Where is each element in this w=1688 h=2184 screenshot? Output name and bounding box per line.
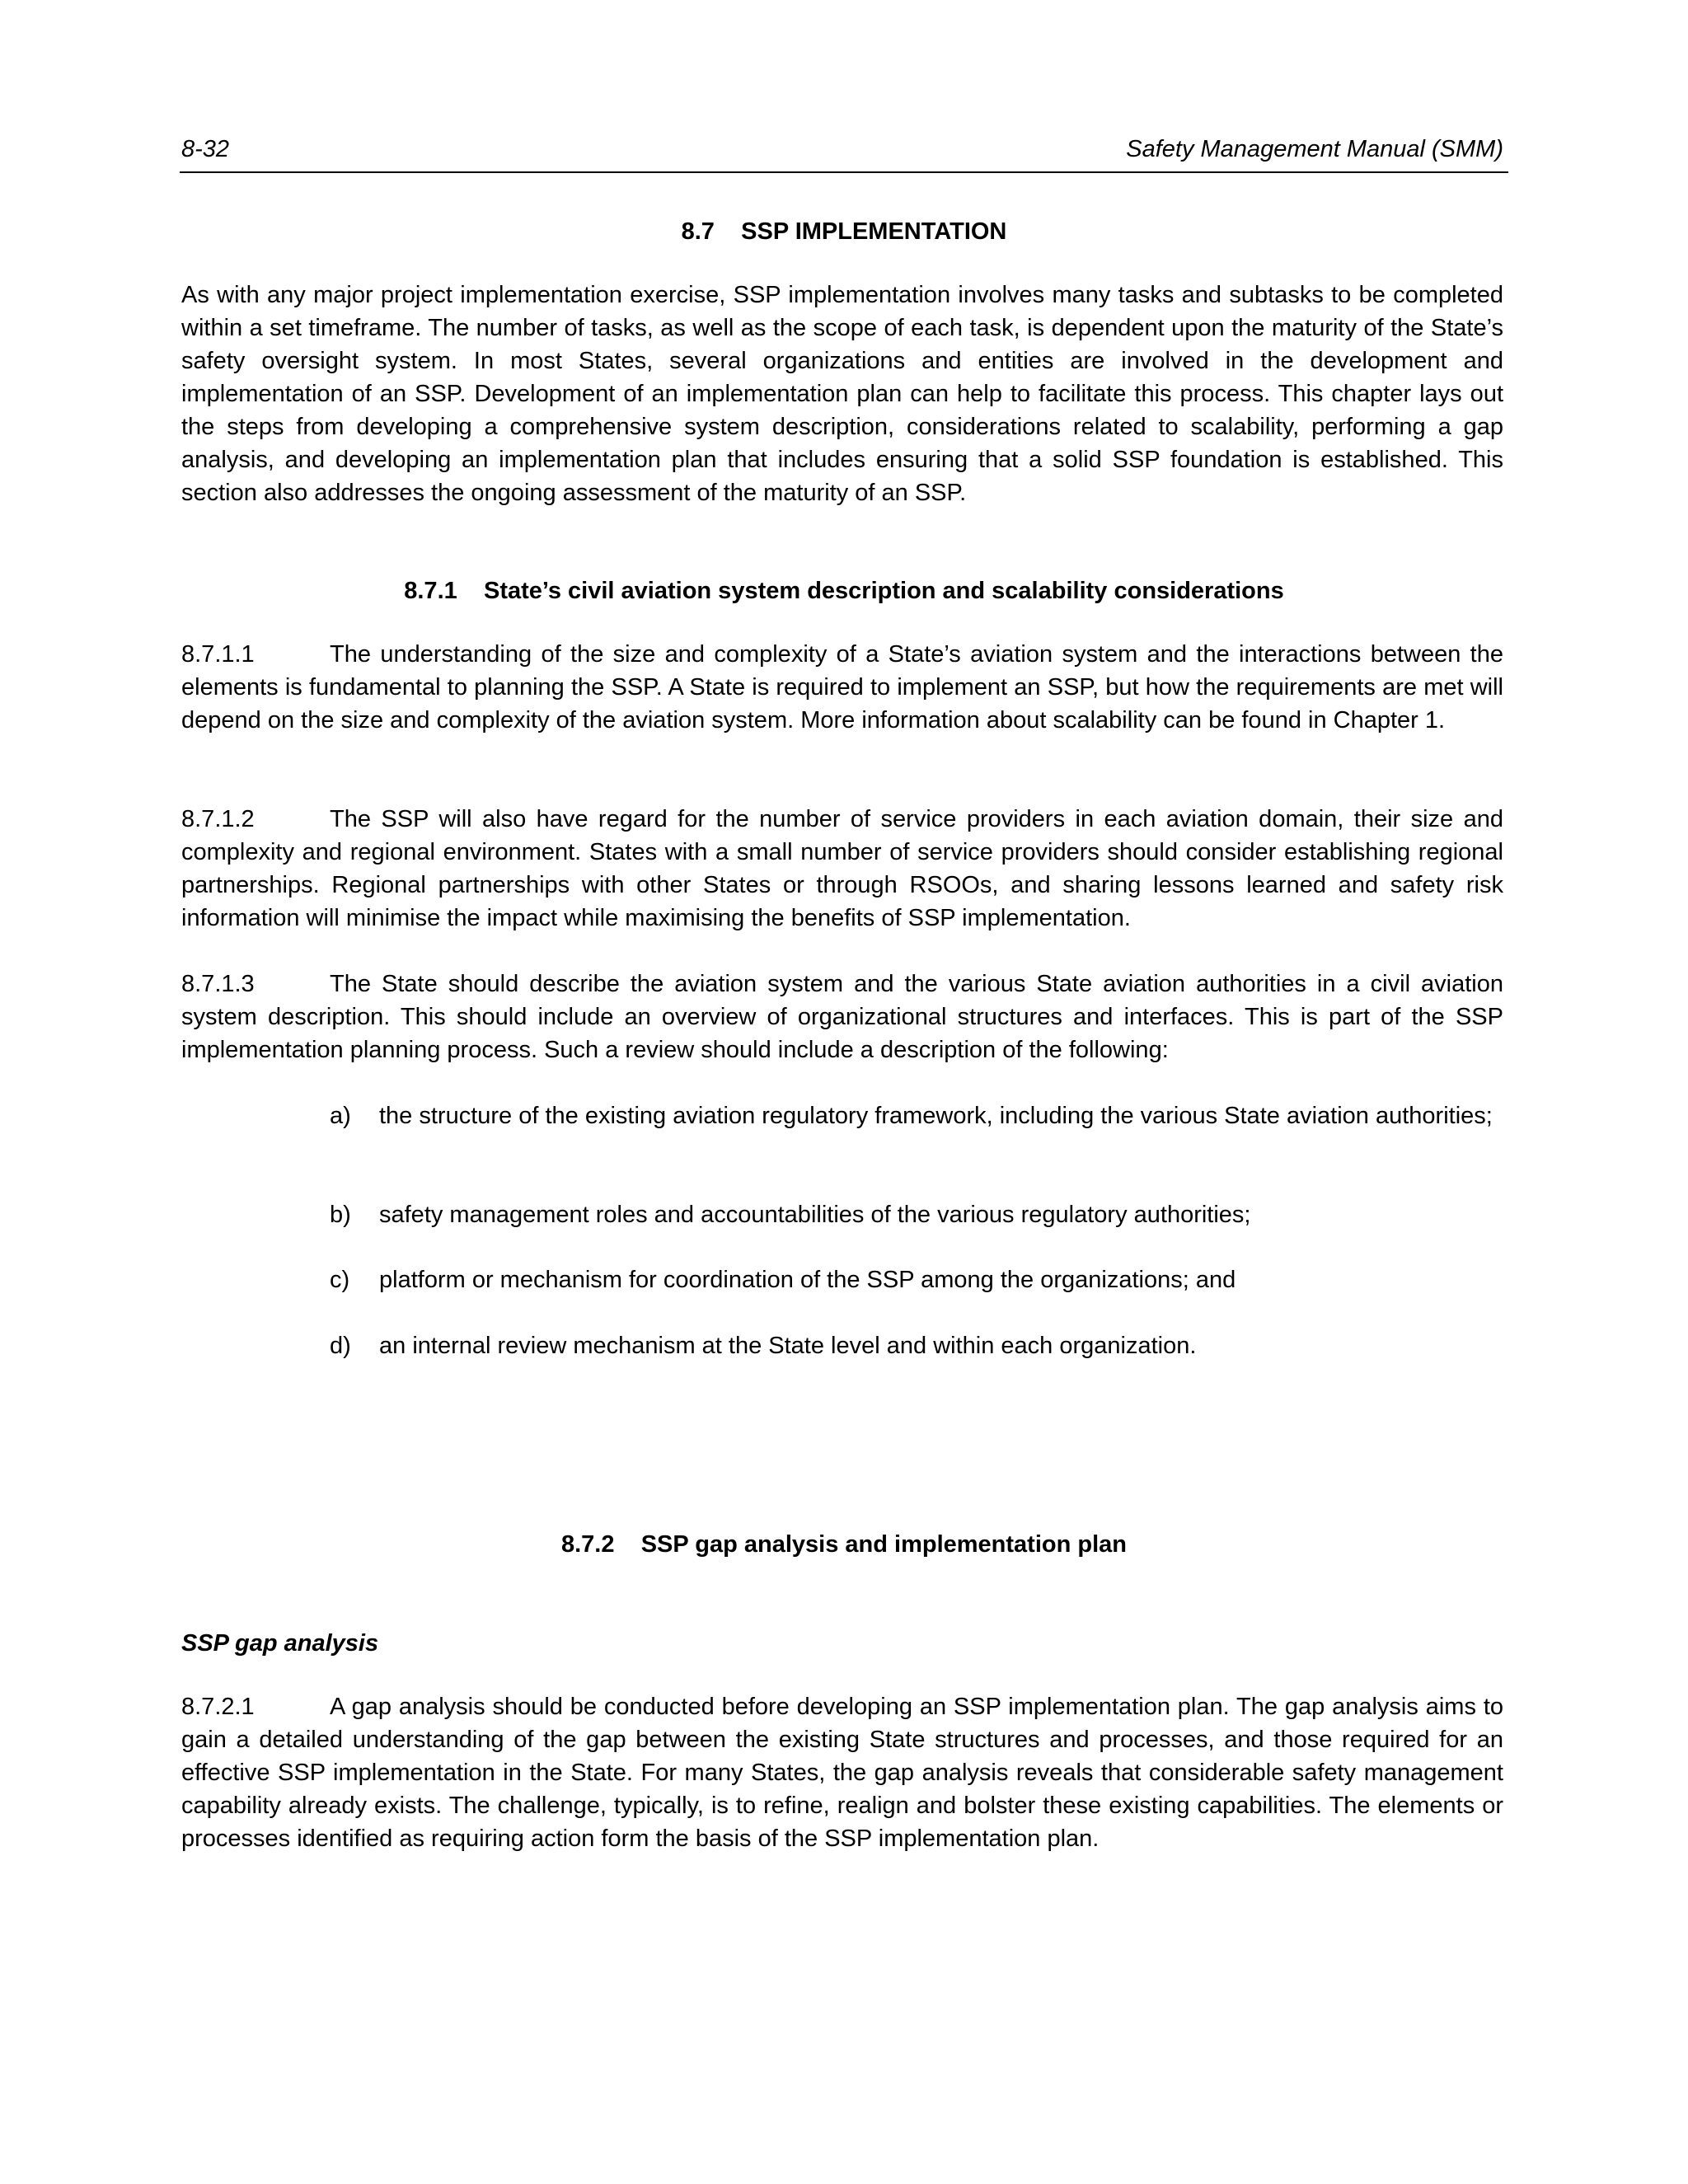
paragraph-text: The understanding of the size and complexity of a State’s aviation system and the interactions between the elements is fundamental to planning the SSP. A State is required to implement an SSP, but how the requirements are met will depend on the size and complexity of the aviation system. More information about scalability can be found in Chapter 1. [181,641,1503,733]
list-marker: b) [330,1202,351,1228]
paragraph-8-7-1-1 [181,638,1503,737]
subsection-heading-8-7-2: 8.7.2 SSP gap analysis and implementation plan [560,1531,1128,1558]
document-page [180,0,1508,2184]
list-marker: d) [330,1333,351,1359]
list-item-text: the structure of the existing aviation regulatory framework, including the various State aviation authorities; [379,1103,1493,1129]
list-item-d [330,1329,1503,1362]
subsection-heading-8-7-1: 8.7.1 State’s civil aviation system description and scalability considerations [404,578,1284,604]
section-heading: 8.7 SSP IMPLEMENTATION [681,218,1007,245]
paragraph-number: 8.7.1.3 [181,971,255,997]
paragraph-8-7-2-1 [181,1690,1503,1855]
list-item-a [330,1099,1503,1132]
paragraph-text: The SSP will also have regard for the number of service providers in each aviation domain, their size and complexity and regional environment. States with a small number of service providers should consider establishing regional partnerships. Regional partnerships with other States or through RSOOs, and sharing lessons learned and safety risk information will minimise the impact while maximising the benefits of SSP implementation. [181,806,1503,931]
list-item-text: platform or mechanism for coordination of the SSP among the organizations; and [379,1267,1236,1293]
running-header [180,134,1508,173]
section-intro-paragraph: As with any major project implementation exercise, SSP implementation involves many tasks and subtasks to be completed within a set timeframe. The number of tasks, as well as the scope of each task, is dependent upon the maturity of the State’s safety oversight system. In most States, several organizations and entities are involved in the development and implementation of an SSP. Development of an implementation plan can help to facilitate this process. This chapter lays out the steps from developing a comprehensive system description, considerations related to scalability, performing a gap analysis, and developing an implementation plan that includes ensuring that a solid SSP foundation is established. This section also addresses the ongoing assessment of the maturity of an SSP. [181,282,1503,506]
list-marker: a) [330,1103,351,1129]
gap-analysis-subheading: SSP gap analysis [181,1630,379,1657]
paragraph-8-7-1-3 [181,968,1503,1066]
paragraph-text: The State should describe the aviation system and the various State aviation authorities in a civil aviation system description. This should include an overview of organizational structures and interfaces. This is part of the SSP implementation planning process. Such a review should include a description of the following: [181,971,1503,1063]
list-item-text: an internal review mechanism at the State level and within each organization. [379,1333,1197,1359]
paragraph-text: A gap analysis should be conducted before developing an SSP implementation plan. The gap analysis aims to gain a detailed understanding of the gap between the existing State structures and processes, and those required for an effective SSP implementation in the State. For many States, the gap analysis reveals that considerable safety management capability already exists. The challenge, typically, is to refine, realign and bolster these existing capabilities. The elements or processes identified as requiring action form the basis of the SSP implementation plan. [181,1694,1503,1852]
paragraph-number: 8.7.1.2 [181,806,255,832]
paragraph-number: 8.7.2.1 [181,1694,255,1720]
list-item-b [330,1198,1503,1231]
paragraph-number: 8.7.1.1 [181,641,255,668]
list-item-c [330,1263,1503,1296]
page-number: 8-32 [181,136,230,162]
list-marker: c) [330,1267,350,1293]
manual-title: Safety Management Manual (SMM) [1126,136,1503,162]
list-item-text: safety management roles and accountabilities of the various regulatory authorities; [379,1202,1251,1228]
paragraph-8-7-1-2 [181,803,1503,935]
